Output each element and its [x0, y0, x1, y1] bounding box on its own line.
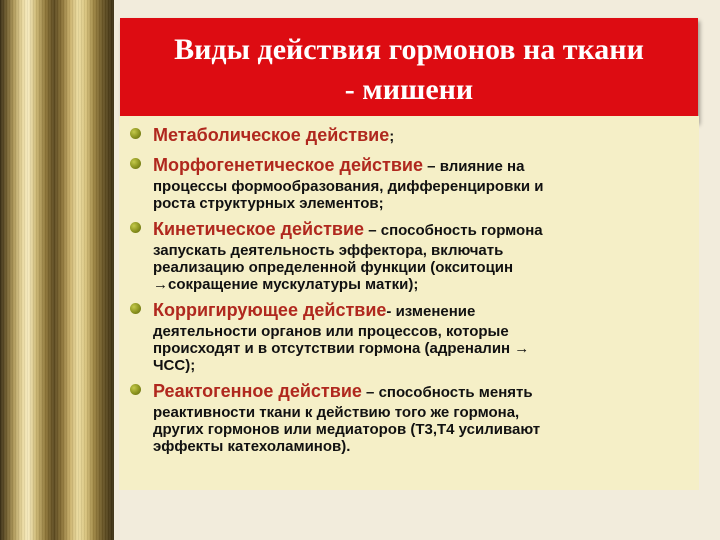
slide-title-line-2: - мишени	[344, 73, 474, 106]
bullet-term: Корригирующее действие	[153, 300, 387, 320]
bullet-dot-icon	[130, 128, 141, 139]
bullet-term: Метаболическое действие	[153, 125, 390, 145]
decorative-gold-border	[0, 0, 114, 540]
bullet-dot-icon	[130, 384, 141, 395]
bullet-first-line	[153, 154, 695, 178]
bullet-item-morphogenetic	[130, 154, 695, 212]
bullet-first-line	[153, 299, 695, 323]
bullet-line: других гормонов или медиаторов (Т3,Т4 усиливают	[153, 421, 541, 438]
slide-title	[120, 18, 698, 122]
bullet-line: процессы формообразования, дифференцировки и	[153, 178, 544, 195]
bullet-line: роста структурных элементов;	[153, 195, 384, 212]
bullet-rest: – способность менять	[361, 384, 533, 401]
bullet-term: Морфогенетическое действие	[153, 155, 424, 175]
bullet-rest: – влияние на	[423, 158, 525, 175]
bullet-item-corrective	[130, 299, 695, 374]
bullet-term: Реактогенное действие	[153, 381, 362, 401]
bullet-item-kinetic	[130, 218, 695, 293]
bullet-term: Кинетическое действие	[153, 219, 365, 239]
bullet-list	[130, 124, 695, 461]
bullet-rest: ;	[389, 128, 395, 145]
bullet-dot-icon	[130, 303, 141, 314]
bullet-line: деятельности органов или процессов, которые	[153, 323, 509, 340]
bullet-first-line	[153, 124, 695, 148]
bullet-rest: – способность гормона	[364, 222, 543, 239]
bullet-line: происходят и в отсутствии гормона (адреналин →	[153, 340, 530, 357]
bullet-line: запускать деятельность эффектора, включать	[153, 242, 504, 259]
bullet-first-line	[153, 380, 695, 404]
bullet-dot-icon	[130, 158, 141, 169]
bullet-item-reactogenic	[130, 380, 695, 455]
bullet-line: →сокращение мускулатуры матки);	[153, 276, 419, 293]
bullet-line: реактивности ткани к действию того же гормона,	[153, 404, 520, 421]
bullet-line: эффекты катехоламинов).	[153, 438, 351, 455]
bullet-line: реализацию определенной функции (окситоцин	[153, 259, 514, 276]
bullet-line: ЧСС);	[153, 357, 196, 374]
bullet-rest: - изменение	[386, 303, 476, 320]
bullet-dot-icon	[130, 222, 141, 233]
bullet-first-line	[153, 218, 695, 242]
slide-title-line-1: Виды действия гормонов на ткани	[174, 33, 644, 66]
bullet-item-metabolic	[130, 124, 695, 148]
